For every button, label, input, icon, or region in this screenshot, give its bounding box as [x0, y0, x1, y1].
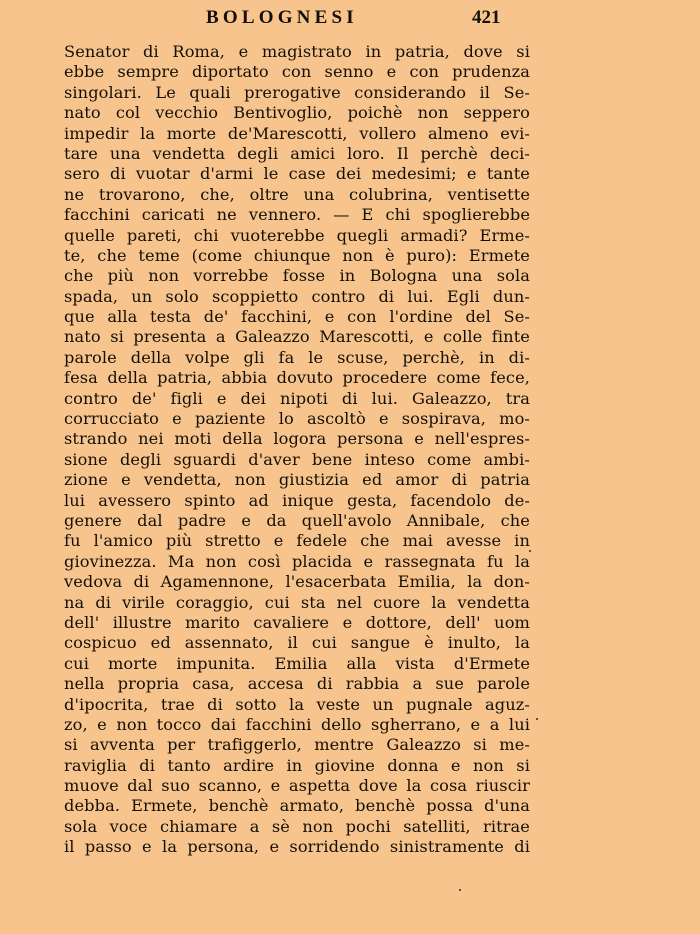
paper-speck: [459, 889, 461, 891]
text-line: facchini caricati ne vennero. — E chi spoglierebbe: [64, 205, 530, 225]
text-line: che più non vorrebbe fosse in Bologna una sola: [64, 266, 530, 286]
text-line: ne trovarono, che, oltre una colubrina, ventisette: [64, 184, 530, 204]
text-line: cospicuo ed assennato, il cui sangue è inulto, la: [64, 633, 530, 653]
body-text: [64, 42, 530, 858]
text-line: raviglia di tanto ardire in giovine donna e non si: [64, 755, 530, 775]
text-line: que alla testa de' facchini, e con l'ordine del Se-: [64, 307, 530, 327]
text-line: contro de' figli e dei nipoti di lui. Galeazzo, tra: [64, 388, 530, 408]
text-line: muove dal suo scanno, e aspetta dove la cosa riuscir: [64, 776, 530, 796]
text-line: fu l'amico più stretto e fedele che mai avesse in: [64, 531, 530, 551]
text-line: cui morte impunita. Emilia alla vista d'Ermete: [64, 653, 530, 673]
text-line: vedova di Agamennone, l'esacerbata Emilia, la don-: [64, 572, 530, 592]
text-line: te, che teme (come chiunque non è puro): Ermete: [64, 245, 530, 265]
running-title: BOLOGNESI: [206, 7, 358, 28]
paper-speck: [529, 550, 531, 552]
text-line: dell' illustre marito cavaliere e dottore, dell' uom: [64, 612, 530, 632]
text-line: na di virile coraggio, cui sta nel cuore la vendetta: [64, 592, 530, 612]
text-line: d'ipocrita, trae di sotto la veste un pugnale aguz-: [64, 694, 530, 714]
text-line: nato si presenta a Galeazzo Marescotti, e colle finte: [64, 327, 530, 347]
running-head: [0, 6, 700, 34]
text-line: nella propria casa, accesa di rabbia a sue parole: [64, 674, 530, 694]
text-line: lui avessero spinto ad inique gesta, facendolo de-: [64, 490, 530, 510]
text-line: tare una vendetta degli amici loro. Il perchè deci-: [64, 143, 530, 163]
text-line: strando nei moti della logora persona e nell'espres-: [64, 429, 530, 449]
text-line: sero di vuotar d'armi le case dei medesimi; e tante: [64, 164, 530, 184]
text-line: impedir la morte de'Marescotti, vollero almeno evi-: [64, 123, 530, 143]
paper-speck: [536, 718, 538, 720]
text-line: nato col vecchio Bentivoglio, poichè non seppero: [64, 103, 530, 123]
text-line: Senator di Roma, e magistrato in patria, dove si: [64, 42, 530, 61]
text-line: si avventa per trafiggerlo, mentre Galeazzo si me-: [64, 735, 530, 755]
text-line: spada, un solo scoppietto contro di lui. Egli dun-: [64, 286, 530, 306]
page-number: 421: [472, 7, 501, 28]
text-line: singolari. Le quali prerogative considerando il Se-: [64, 82, 530, 102]
text-line: zo, e non tocco dai facchini dello sgherrano, e a lui: [64, 714, 530, 734]
text-line: il passo e la persona, e sorridendo sinistramente di: [64, 837, 530, 857]
text-line: sola voce chiamare a sè non pochi satelliti, ritrae: [64, 816, 530, 836]
text-line: giovinezza. Ma non così placida e rassegnata fu la: [64, 551, 530, 571]
text-line: ebbe sempre diportato con senno e con prudenza: [64, 62, 530, 82]
text-line: corrucciato e paziente lo ascoltò e sospirava, mo-: [64, 409, 530, 429]
text-line: fesa della patria, abbia dovuto procedere come fece,: [64, 368, 530, 388]
text-line: quelle pareti, chi vuoterebbe quegli armadi? Erme-: [64, 225, 530, 245]
text-line: parole della volpe gli fa le scuse, perchè, in di-: [64, 347, 530, 367]
text-line: sione degli sguardi d'aver bene inteso come ambi-: [64, 449, 530, 469]
text-line: debba. Ermete, benchè armato, benchè possa d'una: [64, 796, 530, 816]
text-line: genere dal padre e da quell'avolo Annibale, che: [64, 510, 530, 530]
text-line: zione e vendetta, non giustizia ed amor di patria: [64, 470, 530, 490]
